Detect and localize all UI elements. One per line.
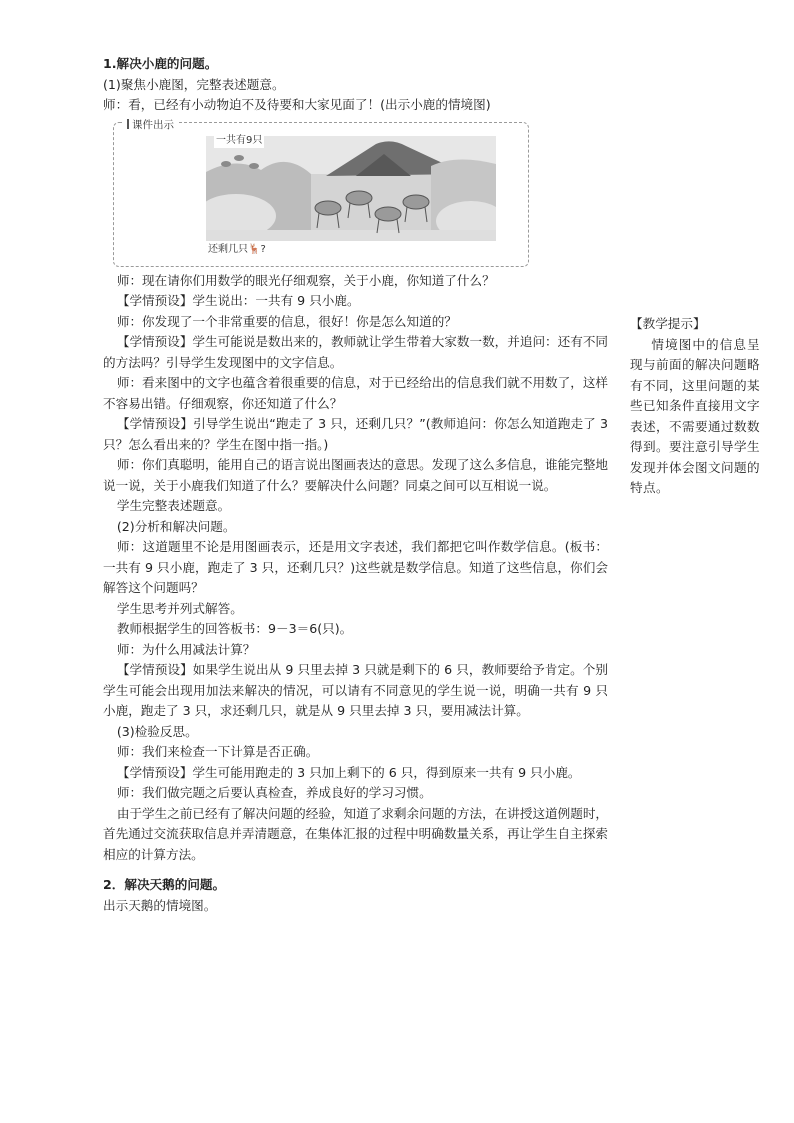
paragraph: 师：我们来检查一下计算是否正确。 [116, 744, 319, 759]
section-heading-deer: 1.解决小鹿的问题。 [103, 56, 218, 71]
section-heading-swan: 2．解决天鹅的问题。 [103, 877, 226, 892]
paragraph: 【学情预设】学生可能用跑走的 3 只加上剩下的 6 只，得到原来一共有 9 只小鹿。 [116, 764, 581, 780]
paragraph: 师：为什么用减法计算？ [116, 641, 256, 657]
paragraph: 师：看来图中的文字也蕴含着很重要的信息，对于已经给出的信息我们就不用数了，这样不容易出错。仔细观察，你还知道了什么？ [103, 375, 609, 411]
step-2-title: (2)分析和解决问题。 [116, 518, 236, 534]
teaching-tip-title: 【教学提示】 [630, 316, 706, 331]
question-mark: ? [260, 243, 266, 255]
lesson-content [103, 54, 608, 916]
paragraph: 学生思考并列式解答。 [116, 600, 243, 616]
label-total-deer: 一共有9只 [216, 134, 263, 146]
paragraph: 由于学生之前已经有了解决问题的经验，知道了求剩余问题的方法，在讲授这道例题时，首先通过交流获取信息并弄清题意，在集体汇报的过程中明确数量关系，再让学生自主探索相应的计算方法。 [103, 805, 609, 862]
paragraph: 师：我们做完题之后要认真检查，养成良好的学习习惯。 [116, 785, 432, 800]
paragraph: 【学情预设】学生可能说是数出来的，教师就让学生带着大家数一数，并追问：还有不同的方法吗？引导学生发现图中的文字信息。 [103, 334, 609, 370]
paragraph: 师：看，已经有小动物迫不及待要和大家见面了！(出示小鹿的情境图) [103, 97, 491, 112]
paragraph: 【学情预设】学生说出：一共有 9 只小鹿。 [116, 293, 360, 308]
step-3-title: (3)检验反思。 [116, 723, 198, 739]
paragraph: 教师根据学生的回答板书：9－3＝6(只)。 [116, 621, 353, 636]
paragraph: 师：你发现了一个非常重要的信息，很好！你是怎么知道的？ [116, 313, 457, 329]
paragraph: 【学情预设】如果学生说出从 9 只里去掉 3 只就是剩下的 6 只，教师要给予肯定。个别学生可能会出现用加法来解决的情况，可以请有不同意见的学生说一说，明确一共有 9 只小鹿，跑走了 3 只，求还剩几只，就是从 9 只里去掉 3 只，要用减法计算。 [103, 662, 608, 718]
courseware-figure [113, 118, 529, 267]
paragraph: 师：你们真聪明，能用自己的语言说出图画表达的意思。发现了这么多信息，谁能完整地说一说，关于小鹿我们知道了什么？要解决什么问题？同桌之间可以互相说一说。 [103, 457, 609, 493]
paragraph: 师：这道题里不论是用图画表示，还是用文字表述，我们都把它叫作数学信息。(板书：一共有 9 只小鹿，跑走了 3 只，还剩几只？)这些就是数学信息。知道了这些信息，你们会解答这个问题吗？ [103, 539, 608, 595]
paragraph: 【学情预设】引导学生说出“跑走了 3 只，还剩几只？”(教师追问：你怎么知道跑走了 3 只？怎么看出来的？学生在图中指一指。) [103, 416, 608, 452]
paragraph: 师：现在请你们用数学的眼光仔细观察，关于小鹿，你知道了什么？ [116, 272, 495, 288]
deer-icon: 🦌 [248, 243, 261, 255]
deer-scene-illustration [206, 136, 496, 241]
paragraph: 出示天鹅的情境图。 [103, 897, 217, 913]
label-remaining-text: 还剩几只 [208, 243, 248, 255]
figure-tag: 课件出示 [124, 119, 177, 131]
step-1-title: (1)聚焦小鹿图，完整表述题意。 [103, 76, 285, 92]
teaching-tip-box [630, 314, 760, 499]
paragraph: 学生完整表述题意。 [116, 498, 231, 513]
label-remaining-question [208, 243, 266, 257]
teaching-tip-body: 情境图中的信息呈现与前面的解决问题略有不同，这里问题的某些已知条件直接用文字表述，不需要通过数数得到。要注意引导学生发现并体会图文问题的特点。 [630, 336, 760, 495]
